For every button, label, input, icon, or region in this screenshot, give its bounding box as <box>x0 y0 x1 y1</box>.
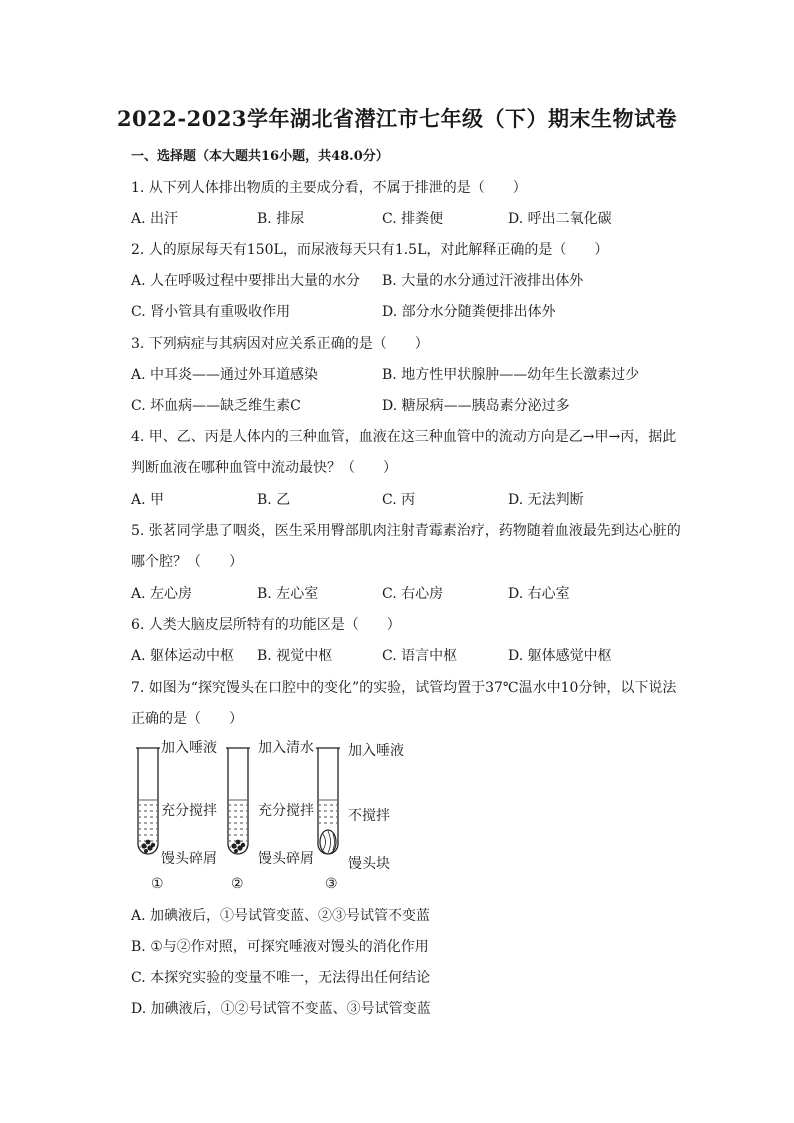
q5-option-b: B. 左心室 <box>257 586 319 602</box>
q6-option-b: B. 视觉中枢 <box>257 648 333 664</box>
q5-option-a: A. 左心房 <box>131 586 193 602</box>
question-2-stem: 2. 人的原尿每天有150L，而尿液每天只有1.5L，对此解释正确的是（ ） <box>131 242 609 258</box>
question-5-stem-line-2: 哪个腔？（ ） <box>131 554 243 570</box>
question-4-stem-line-2: 判断血液在哪种血管中流动最快？（ ） <box>131 460 397 476</box>
q2-option-d: D. 部分水分随粪便排出体外 <box>382 304 556 320</box>
q6-option-a: A. 躯体运动中枢 <box>131 648 235 664</box>
q6-option-d: D. 躯体感觉中枢 <box>508 648 612 664</box>
question-1-stem: 1. 从下列人体排出物质的主要成分看，不属于排泄的是（ ） <box>131 180 527 196</box>
test-tube-3 <box>316 748 340 854</box>
page-title: 2022-2023学年湖北省潜江市七年级（下）期末生物试卷 <box>116 106 678 131</box>
tube2-label-bottom: 馒头碎屑 <box>258 851 314 867</box>
q4-option-b: B. 乙 <box>257 492 291 508</box>
tube1-label-top: 加入唾液 <box>161 740 217 756</box>
tube1-label-bottom: 馒头碎屑 <box>161 851 217 867</box>
tube1-label-mid: 充分搅拌 <box>161 803 217 819</box>
tube3-label-bottom: 馒头块 <box>348 856 390 872</box>
question-5-stem-line-1: 5. 张茗同学患了咽炎，医生采用臀部肌肉注射青霉素治疗，药物随着血液最先到达心脏的 <box>131 523 681 539</box>
tube3-number: ③ <box>325 876 338 892</box>
tube1-number: ① <box>151 876 164 892</box>
test-tube-1 <box>136 748 160 854</box>
tube3-label-mid: 不搅拌 <box>348 808 390 824</box>
q6-option-c: C. 语言中枢 <box>382 648 458 664</box>
q3-option-c: C. 坏血病——缺乏维生素C <box>131 398 301 414</box>
q7-option-d: D. 加碘液后，①②号试管不变蓝、③号试管变蓝 <box>131 1001 431 1017</box>
question-7-stem-line-1: 7. 如图为“探究馒头在口腔中的变化”的实验，试管均置于37℃温水中10分钟，以下说法 <box>131 680 677 696</box>
q5-option-d: D. 右心室 <box>508 586 570 602</box>
question-4-stem-line-1: 4. 甲、乙、丙是人体内的三种血管，血液在这三种血管中的流动方向是乙→甲→丙，据此 <box>131 429 677 445</box>
question-7-stem-line-2: 正确的是（ ） <box>131 711 243 727</box>
q2-option-a: A. 人在呼吸过程中要排出大量的水分 <box>131 273 361 289</box>
q1-option-b: B. 排尿 <box>257 211 305 227</box>
tube3-label-top: 加入唾液 <box>348 743 404 759</box>
tube2-label-top: 加入清水 <box>258 740 314 756</box>
test-tube-2 <box>226 748 250 854</box>
section-heading: 一、选择题（本大题共16小题，共48.0分） <box>131 149 389 164</box>
q4-option-c: C. 丙 <box>382 492 416 508</box>
q4-option-a: A. 甲 <box>131 492 165 508</box>
q1-option-a: A. 出汗 <box>131 211 179 227</box>
question-3-stem: 3. 下列病症与其病因对应关系正确的是（ ） <box>131 336 429 352</box>
q5-option-c: C. 右心房 <box>382 586 444 602</box>
q4-option-d: D. 无法判断 <box>508 492 584 508</box>
q7-option-c: C. 本探究实验的变量不唯一，无法得出任何结论 <box>131 970 431 986</box>
q1-option-d: D. 呼出二氧化碳 <box>508 211 612 227</box>
q2-option-c: C. 肾小管具有重吸收作用 <box>131 304 291 320</box>
q2-option-b: B. 大量的水分通过汗液排出体外 <box>382 273 584 289</box>
q1-option-c: C. 排粪便 <box>382 211 444 227</box>
q3-option-d: D. 糖尿病——胰岛素分泌过多 <box>382 398 570 414</box>
question-6-stem: 6. 人类大脑皮层所特有的功能区是（ ） <box>131 617 401 633</box>
q7-option-a: A. 加碘液后，①号试管变蓝、②③号试管不变蓝 <box>131 908 431 924</box>
q3-option-b: B. 地方性甲状腺肿——幼年生长激素过少 <box>382 367 640 383</box>
tube2-number: ② <box>231 876 244 892</box>
q7-option-b: B. ①与②作对照，可探究唾液对馒头的消化作用 <box>131 939 429 955</box>
q3-option-a: A. 中耳炎——通过外耳道感染 <box>131 367 319 383</box>
tube2-label-mid: 充分搅拌 <box>258 803 314 819</box>
